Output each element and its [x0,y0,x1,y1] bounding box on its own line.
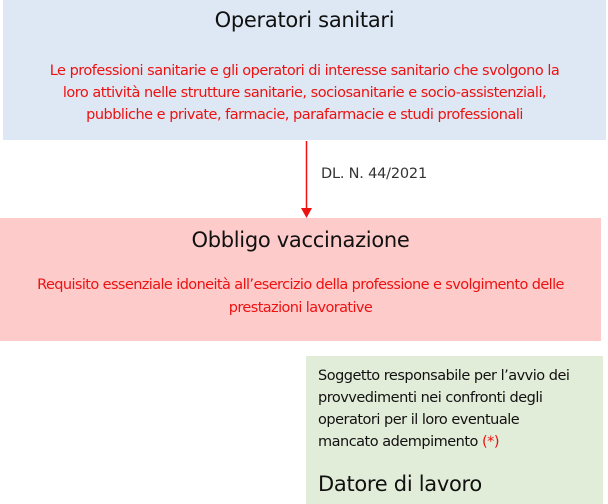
operatori-description-line: loro attività nelle strutture sanitarie, sociosanitarie e socio-assistenziali, [62,85,547,101]
law-reference-label: DL. N. 44/2021 [321,166,427,182]
datore-description [318,365,597,453]
obbligo-description-line: prestazioni lavorative [228,300,373,316]
obbligo-vaccinazione-box [0,218,601,341]
operatori-sanitari-box [3,0,606,140]
datore-description-line: operatori per il loro eventuale [318,412,520,428]
datore-description-text: mancato adempimento [318,434,478,450]
obbligo-description-line: Requisito essenziale idoneità all’esercizio della professione e svolgimento delle [37,277,564,293]
obbligo-description [0,274,601,320]
operatori-description [3,60,606,126]
operatori-description-line: pubbliche e private, farmacie, parafarmacie e studi professionali [86,107,523,123]
datore-title: Datore di lavoro [318,472,482,496]
obbligo-title: Obbligo vaccinazione [191,228,410,252]
operatori-title: Operatori sanitari [214,8,395,32]
datore-description-line: Soggetto responsabile per l’avvio dei [318,368,570,384]
datore-description-line [318,431,597,453]
datore-description-line: provvedimenti nei confronti degli [318,390,543,406]
footnote-marker: (*) [482,434,500,450]
datore-di-lavoro-box [306,356,603,504]
operatori-description-line: Le professioni sanitarie e gli operatori di interesse sanitario che svolgono la [49,63,560,79]
arrow-down-icon [301,141,312,219]
